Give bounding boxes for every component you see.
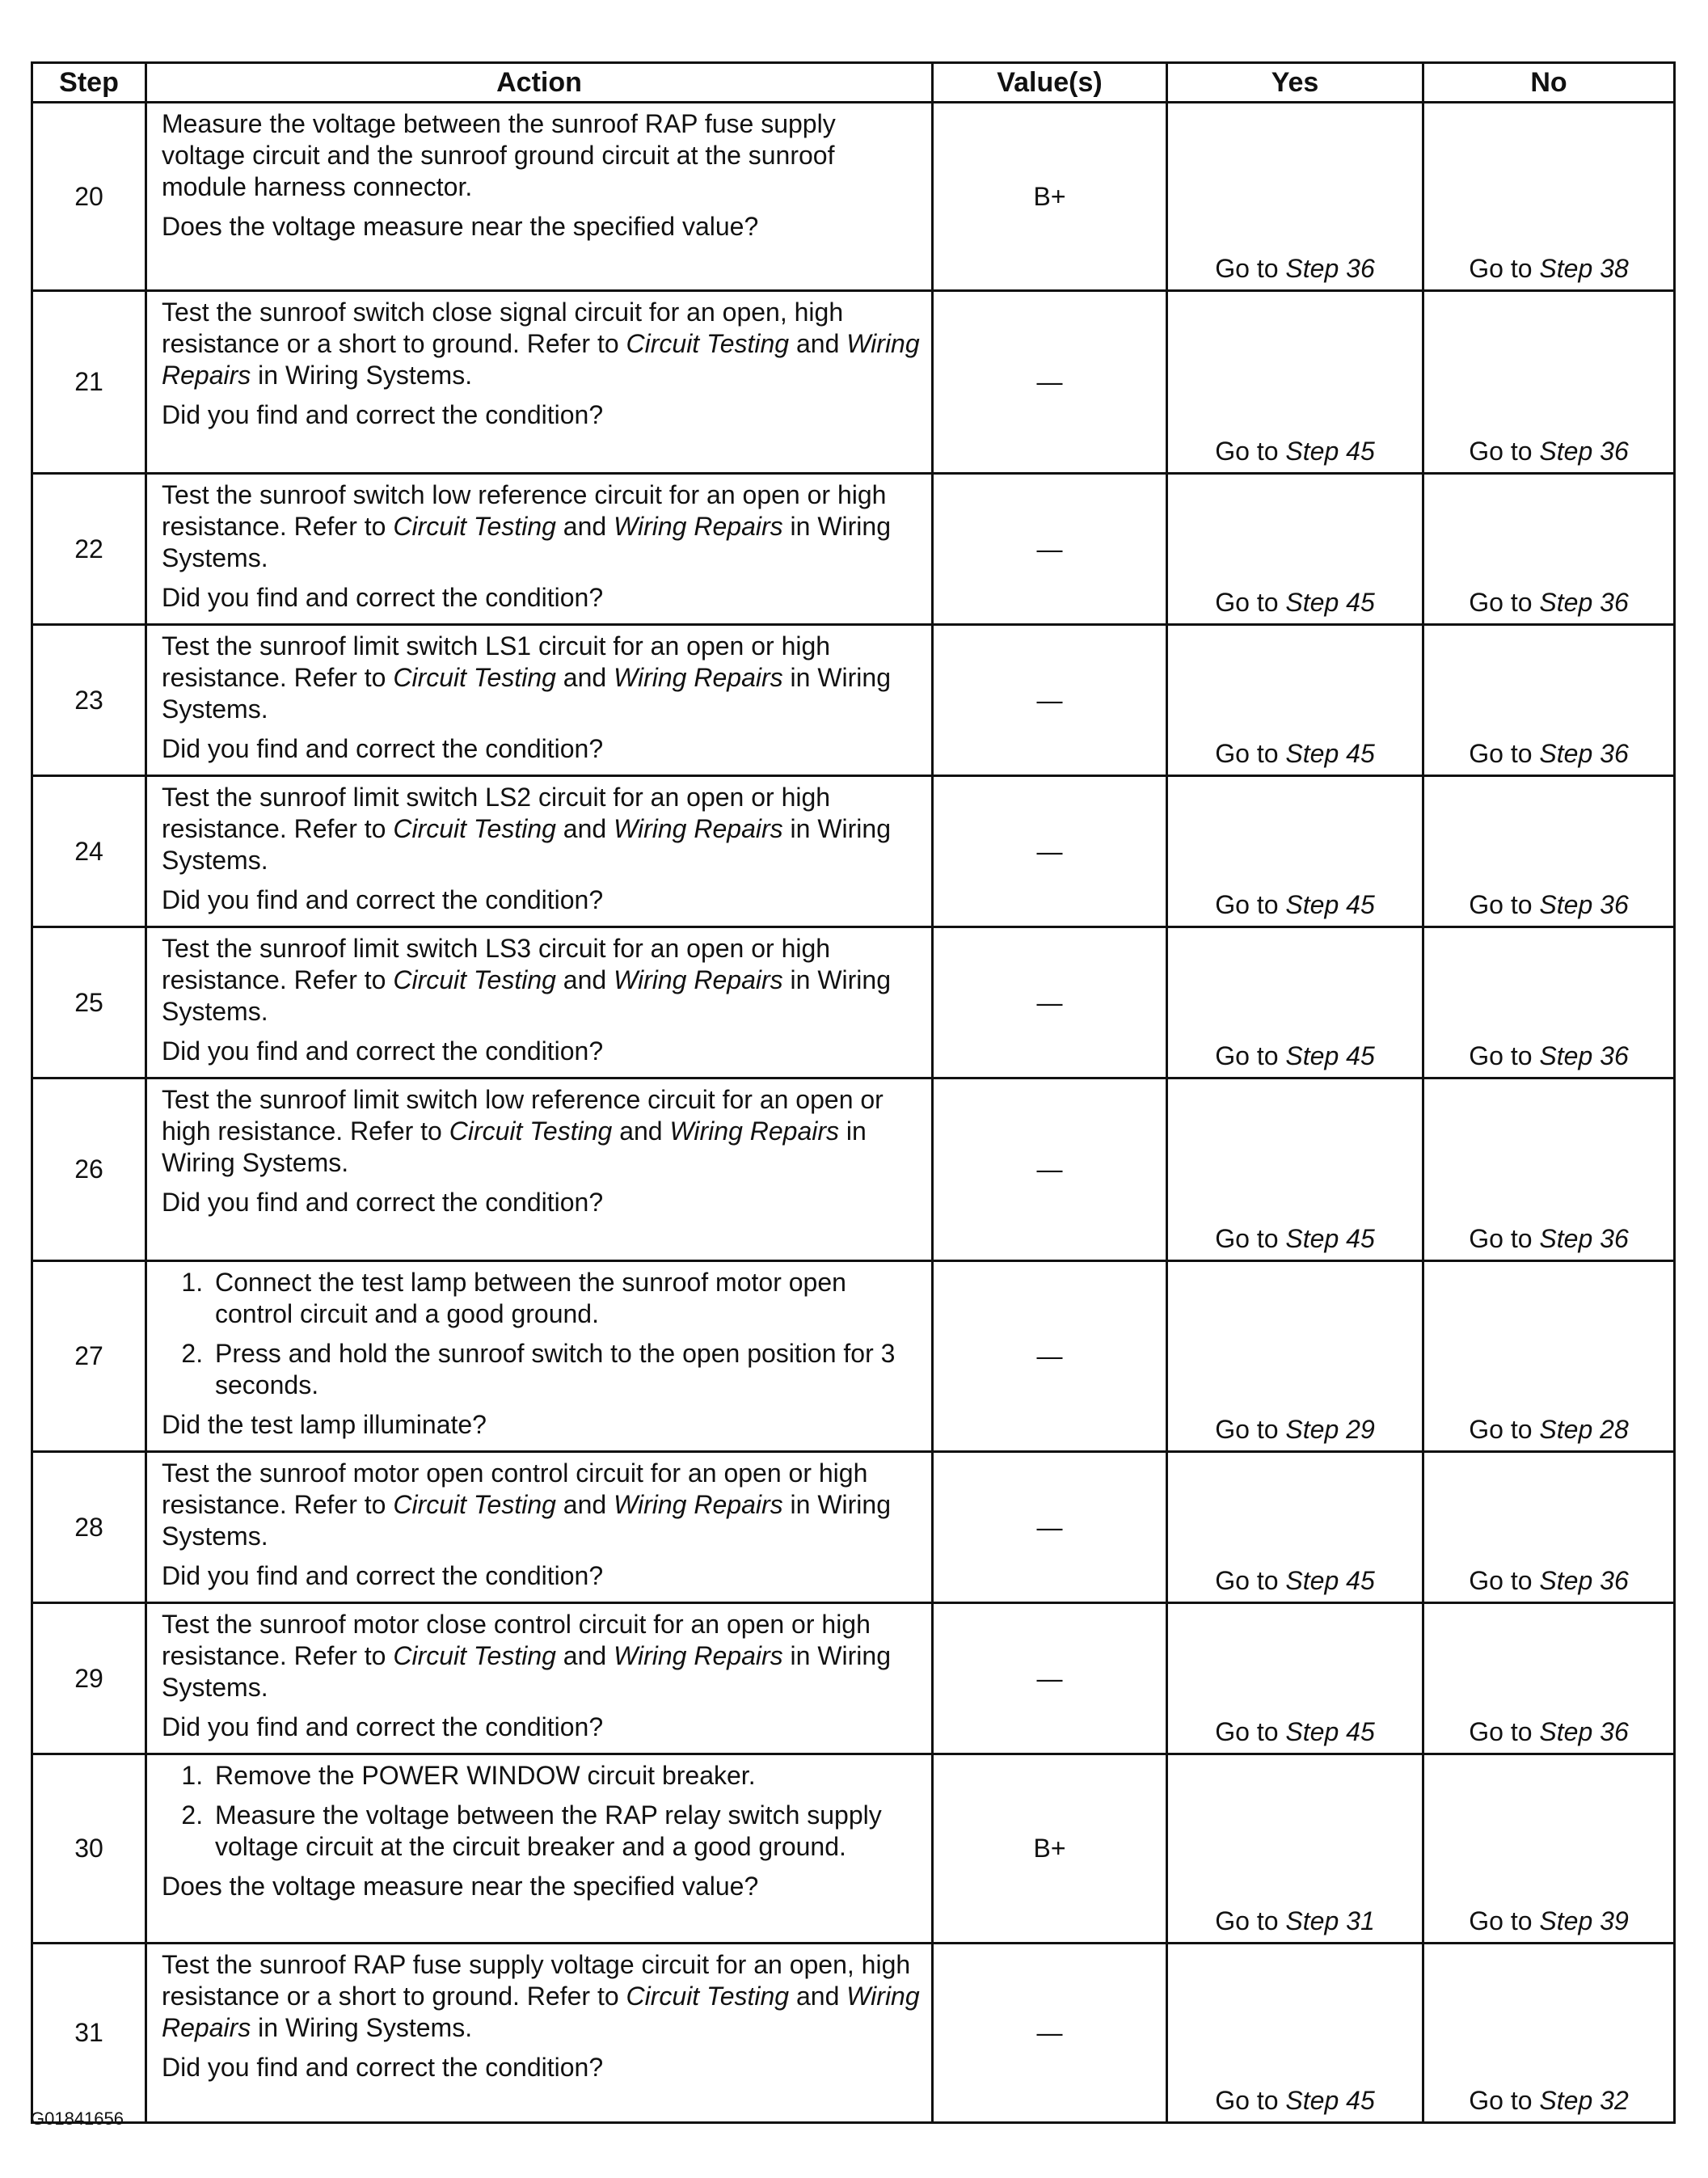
action-text (162, 782, 923, 876)
step-number: 26 (32, 1078, 146, 1261)
go-to-label: Go to (1215, 890, 1279, 919)
step-reference-label: Step (1539, 254, 1593, 283)
value-cell: B+ (933, 103, 1167, 291)
step-reference-number: 45 (1346, 890, 1375, 919)
yes-cell (1167, 927, 1423, 1078)
no-cell (1423, 1452, 1675, 1603)
header-no: No (1423, 63, 1675, 103)
action-text-segment: Test the sunroof motor open control circuit for an open or high resistance. Refer to (162, 1458, 868, 1519)
no-cell (1423, 1261, 1675, 1452)
value-cell: — (933, 1603, 1167, 1754)
action-question: Does the voltage measure near the specified value? (162, 1872, 759, 1901)
step-reference-label: Step (1285, 1717, 1339, 1746)
action-text-segment: and (555, 1490, 614, 1519)
table-row (32, 625, 1675, 776)
go-to-label: Go to (1215, 1224, 1279, 1253)
action-cell (146, 1754, 933, 1944)
action-text (162, 1609, 923, 1703)
reference-link-text: Circuit Testing (393, 814, 556, 843)
step-reference-label: Step (1285, 1415, 1339, 1444)
action-text-segment: in Wiring Systems. (162, 1641, 891, 1702)
action-text-segment: and (612, 1116, 670, 1146)
table-row (32, 1754, 1675, 1944)
yes-cell (1167, 1754, 1423, 1944)
step-reference-number: 36 (1600, 437, 1629, 466)
reference-link-text: Wiring Repairs (162, 329, 920, 390)
reference-link-text: Circuit Testing (393, 1490, 556, 1519)
header-action: Action (146, 63, 933, 103)
no-cell (1423, 474, 1675, 625)
action-cell (146, 1944, 933, 2123)
no-cell (1423, 1944, 1675, 2123)
go-to-label: Go to (1469, 1415, 1533, 1444)
step-number: 25 (32, 927, 146, 1078)
no-cell (1423, 1754, 1675, 1944)
go-to-label: Go to (1215, 437, 1279, 466)
reference-link-text: Circuit Testing (626, 329, 790, 358)
table-row (32, 1078, 1675, 1261)
step-reference-label: Step (1539, 1041, 1593, 1070)
yes-cell (1167, 1603, 1423, 1754)
go-to-label: Go to (1469, 588, 1533, 617)
step-reference-number: 39 (1600, 1906, 1629, 1935)
no-cell (1423, 1603, 1675, 1754)
no-cell (1423, 625, 1675, 776)
action-text-segment: and (789, 329, 847, 358)
value-cell: — (933, 1944, 1167, 2123)
step-reference-number: 36 (1600, 739, 1629, 768)
action-text (162, 1458, 923, 1552)
table-row (32, 1261, 1675, 1452)
action-cell (146, 625, 933, 776)
yes-cell (1167, 1944, 1423, 2123)
step-number: 20 (32, 103, 146, 291)
table-body (32, 103, 1675, 2123)
step-number: 31 (32, 1944, 146, 2123)
action-text-segment: in Wiring Systems. (251, 2013, 473, 2042)
go-to-label: Go to (1215, 739, 1279, 768)
step-reference-number: 31 (1346, 1906, 1375, 1935)
step-reference-number: 36 (1600, 1717, 1629, 1746)
step-reference-label: Step (1539, 2086, 1593, 2115)
yes-cell (1167, 625, 1423, 776)
action-text-segment: Test the sunroof RAP fuse supply voltage circuit for an open, high resistance or a short to ground. Refer to (162, 1950, 911, 2011)
action-text (162, 1949, 923, 2044)
table-row (32, 103, 1675, 291)
header-step: Step (32, 63, 146, 103)
action-question: Did you find and correct the condition? (162, 734, 604, 763)
reference-link-text: Wiring Repairs (614, 1641, 783, 1670)
yes-cell (1167, 1452, 1423, 1603)
table-row (32, 1603, 1675, 1754)
step-reference-label: Step (1285, 588, 1339, 617)
no-cell (1423, 103, 1675, 291)
step-reference-number: 36 (1600, 1566, 1629, 1595)
step-number: 29 (32, 1603, 146, 1754)
action-question: Did you find and correct the condition? (162, 1712, 604, 1741)
go-to-label: Go to (1215, 1717, 1279, 1746)
step-reference-label: Step (1539, 437, 1593, 466)
action-text-segment: and (555, 814, 614, 843)
step-number: 21 (32, 291, 146, 474)
reference-link-text: Circuit Testing (449, 1116, 613, 1146)
action-text (162, 108, 923, 203)
table-row (32, 776, 1675, 927)
value-cell: — (933, 474, 1167, 625)
table-row (32, 927, 1675, 1078)
reference-link-text: Wiring Repairs (614, 663, 783, 692)
reference-link-text: Circuit Testing (393, 965, 556, 994)
go-to-label: Go to (1469, 1041, 1533, 1070)
yes-cell (1167, 776, 1423, 927)
step-reference-label: Step (1539, 1717, 1593, 1746)
action-step-item: 2. Press and hold the sunroof switch to the open position for 3 seconds. (210, 1338, 923, 1401)
action-text-segment: Test the sunroof switch close signal circuit for an open, high resistance or a short to ground. Refer to (162, 298, 844, 358)
step-reference-label: Step (1539, 1906, 1593, 1935)
no-cell (1423, 927, 1675, 1078)
value-cell: — (933, 1078, 1167, 1261)
step-reference-label: Step (1539, 890, 1593, 919)
go-to-label: Go to (1215, 1041, 1279, 1070)
step-reference-label: Step (1285, 2086, 1339, 2115)
action-text-segment: in Wiring Systems. (162, 663, 891, 724)
step-reference-label: Step (1285, 1041, 1339, 1070)
step-reference-label: Step (1539, 1415, 1593, 1444)
figure-code: G01841656 (31, 2108, 124, 2129)
step-number: 22 (32, 474, 146, 625)
step-reference-number: 36 (1346, 254, 1375, 283)
go-to-label: Go to (1469, 1717, 1533, 1746)
action-cell (146, 1603, 933, 1754)
go-to-label: Go to (1469, 2086, 1533, 2115)
action-text (162, 631, 923, 725)
action-question: Did you find and correct the condition? (162, 1188, 604, 1217)
go-to-label: Go to (1215, 588, 1279, 617)
step-reference-label: Step (1539, 1224, 1593, 1253)
step-reference-number: 45 (1346, 1717, 1375, 1746)
action-step-item: 1. Remove the POWER WINDOW circuit breaker. (210, 1760, 923, 1792)
action-cell (146, 291, 933, 474)
step-reference-number: 45 (1346, 437, 1375, 466)
step-reference-label: Step (1285, 890, 1339, 919)
action-text-segment: in Wiring Systems. (162, 512, 891, 572)
action-step-item: 2. Measure the voltage between the RAP relay switch supply voltage circuit at the circuit breaker and a good ground. (210, 1800, 923, 1863)
action-question: Does the voltage measure near the specified value? (162, 212, 759, 241)
go-to-label: Go to (1469, 254, 1533, 283)
action-text-segment: Test the sunroof limit switch LS2 circuit for an open or high resistance. Refer to (162, 783, 831, 843)
go-to-label: Go to (1469, 437, 1533, 466)
action-cell (146, 474, 933, 625)
yes-cell (1167, 474, 1423, 625)
table-row (32, 474, 1675, 625)
go-to-label: Go to (1215, 254, 1279, 283)
action-text-segment: Test the sunroof switch low reference circuit for an open or high resistance. Refer to (162, 480, 887, 541)
step-reference-label: Step (1285, 1906, 1339, 1935)
step-reference-number: 36 (1600, 1041, 1629, 1070)
go-to-label: Go to (1469, 1224, 1533, 1253)
action-text-segment: Measure the voltage between the sunroof RAP fuse supply voltage circuit and the sunroof ground circuit at the sunroof module harness connector. (162, 109, 836, 201)
reference-link-text: Wiring Repairs (669, 1116, 840, 1146)
step-reference-label: Step (1539, 588, 1593, 617)
reference-link-text: Circuit Testing (393, 1641, 556, 1670)
action-text (162, 297, 923, 391)
action-text-segment: in Wiring Systems. (162, 1490, 891, 1551)
action-text (162, 933, 923, 1028)
step-reference-label: Step (1285, 1224, 1339, 1253)
step-number: 23 (32, 625, 146, 776)
diagnostic-table (31, 61, 1676, 2124)
action-text (162, 1084, 923, 1179)
action-steps-list (162, 1267, 923, 1401)
action-cell (146, 927, 933, 1078)
step-number: 30 (32, 1754, 146, 1944)
step-number: 28 (32, 1452, 146, 1603)
go-to-label: Go to (1215, 1566, 1279, 1595)
step-number: 27 (32, 1261, 146, 1452)
action-text-segment: and (789, 1982, 847, 2011)
action-text-segment: in Wiring Systems. (162, 814, 891, 875)
value-cell: — (933, 625, 1167, 776)
reference-link-text: Wiring Repairs (162, 1982, 920, 2042)
reference-link-text: Circuit Testing (393, 512, 556, 541)
step-reference-number: 36 (1600, 588, 1629, 617)
action-text-segment: in Wiring Systems. (162, 965, 891, 1026)
reference-link-text: Circuit Testing (393, 663, 556, 692)
table-row (32, 291, 1675, 474)
action-question: Did you find and correct the condition? (162, 885, 604, 914)
yes-cell (1167, 291, 1423, 474)
header-row (32, 63, 1675, 103)
step-reference-number: 28 (1600, 1415, 1629, 1444)
action-steps-list (162, 1760, 923, 1863)
action-text-segment: in Wiring Systems. (162, 1116, 867, 1177)
step-reference-number: 36 (1600, 890, 1629, 919)
action-text-segment: and (555, 663, 614, 692)
table-row (32, 1452, 1675, 1603)
no-cell (1423, 291, 1675, 474)
yes-cell (1167, 103, 1423, 291)
value-cell: — (933, 776, 1167, 927)
go-to-label: Go to (1469, 1906, 1533, 1935)
action-text-segment: and (555, 965, 614, 994)
action-cell (146, 103, 933, 291)
step-reference-number: 45 (1346, 1041, 1375, 1070)
yes-cell (1167, 1261, 1423, 1452)
action-cell (146, 1261, 933, 1452)
step-reference-number: 45 (1346, 2086, 1375, 2115)
action-cell (146, 776, 933, 927)
action-text-segment: Test the sunroof limit switch low reference circuit for an open or high resistance. Refer to (162, 1085, 884, 1146)
step-reference-label: Step (1285, 437, 1339, 466)
action-question: Did you find and correct the condition? (162, 2053, 604, 2082)
go-to-label: Go to (1469, 739, 1533, 768)
action-text-segment: Test the sunroof motor close control circuit for an open or high resistance. Refer to (162, 1610, 871, 1670)
step-number: 24 (32, 776, 146, 927)
step-reference-label: Step (1285, 739, 1339, 768)
action-cell (146, 1078, 933, 1261)
step-reference-number: 32 (1600, 2086, 1629, 2115)
yes-cell (1167, 1078, 1423, 1261)
table-row (32, 1944, 1675, 2123)
reference-link-text: Wiring Repairs (614, 1490, 783, 1519)
step-reference-number: 45 (1346, 588, 1375, 617)
go-to-label: Go to (1469, 890, 1533, 919)
action-text-segment: and (555, 512, 614, 541)
value-cell: — (933, 291, 1167, 474)
reference-link-text: Wiring Repairs (614, 965, 783, 994)
action-question: Did you find and correct the condition? (162, 1561, 604, 1590)
value-cell: — (933, 927, 1167, 1078)
reference-link-text: Wiring Repairs (614, 512, 783, 541)
header-yes: Yes (1167, 63, 1423, 103)
step-reference-label: Step (1285, 1566, 1339, 1595)
action-step-item: 1. Connect the test lamp between the sunroof motor open control circuit and a good ground. (210, 1267, 923, 1330)
action-question: Did the test lamp illuminate? (162, 1410, 487, 1439)
value-cell: — (933, 1452, 1167, 1603)
value-cell: B+ (933, 1754, 1167, 1944)
step-reference-number: 36 (1600, 1224, 1629, 1253)
go-to-label: Go to (1215, 1906, 1279, 1935)
go-to-label: Go to (1215, 1415, 1279, 1444)
reference-link-text: Wiring Repairs (614, 814, 783, 843)
step-reference-number: 38 (1600, 254, 1629, 283)
action-text-segment: Test the sunroof limit switch LS3 circuit for an open or high resistance. Refer to (162, 934, 831, 994)
step-reference-number: 45 (1346, 1566, 1375, 1595)
action-text (162, 479, 923, 574)
go-to-label: Go to (1469, 1566, 1533, 1595)
action-question: Did you find and correct the condition? (162, 400, 604, 429)
go-to-label: Go to (1215, 2086, 1279, 2115)
header-values: Value(s) (933, 63, 1167, 103)
step-reference-label: Step (1539, 1566, 1593, 1595)
action-text-segment: Test the sunroof limit switch LS1 circuit for an open or high resistance. Refer to (162, 631, 831, 692)
step-reference-label: Step (1539, 739, 1593, 768)
reference-link-text: Circuit Testing (626, 1982, 790, 2011)
step-reference-label: Step (1285, 254, 1339, 283)
action-text-segment: in Wiring Systems. (251, 361, 473, 390)
step-reference-number: 45 (1346, 739, 1375, 768)
action-cell (146, 1452, 933, 1603)
value-cell: — (933, 1261, 1167, 1452)
action-text-segment: and (555, 1641, 614, 1670)
step-reference-number: 45 (1346, 1224, 1375, 1253)
step-reference-number: 29 (1346, 1415, 1375, 1444)
no-cell (1423, 1078, 1675, 1261)
no-cell (1423, 776, 1675, 927)
action-question: Did you find and correct the condition? (162, 1036, 604, 1066)
action-question: Did you find and correct the condition? (162, 583, 604, 612)
